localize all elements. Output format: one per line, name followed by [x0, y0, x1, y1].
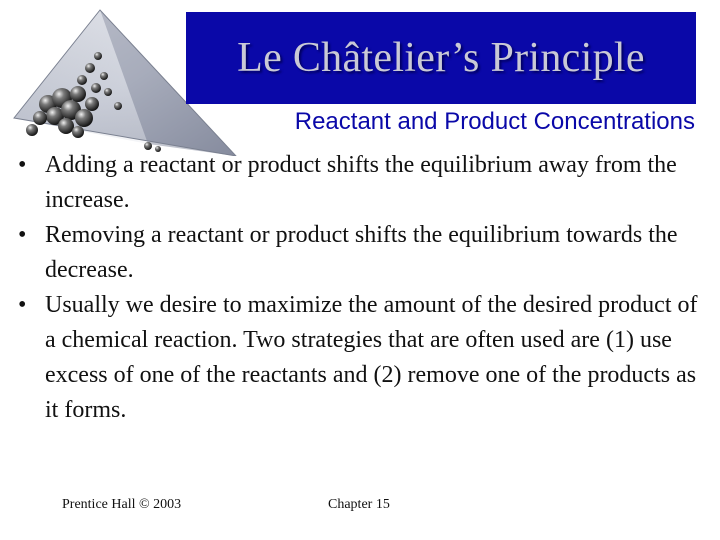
bullet-item	[18, 288, 698, 428]
bullet-icon: •	[18, 152, 27, 178]
slide-subtitle: Reactant and Product Concentrations	[294, 108, 695, 135]
slide-title: Le Châtelier’s Principle	[237, 35, 645, 81]
footer-copyright: Prentice Hall © 2003	[62, 497, 182, 512]
title-bar	[186, 12, 696, 104]
bullet-item	[18, 218, 698, 288]
footer-chapter: Chapter 15	[328, 497, 390, 512]
bullet-icon: •	[18, 292, 27, 318]
bullet-text: Usually we desire to maximize the amount of the desired product of a chemical reaction. Two strategies that are often used are (1) use excess of one of the reactants and (2) remove one of the products as it forms.	[45, 292, 698, 423]
bullet-text: Removing a reactant or product shifts the equilibrium towards the decrease.	[45, 222, 678, 283]
bullet-text: Adding a reactant or product shifts the equilibrium away from the increase.	[45, 152, 677, 213]
bullet-item	[18, 148, 698, 218]
bullet-icon: •	[18, 222, 27, 248]
bullet-list	[18, 148, 698, 428]
